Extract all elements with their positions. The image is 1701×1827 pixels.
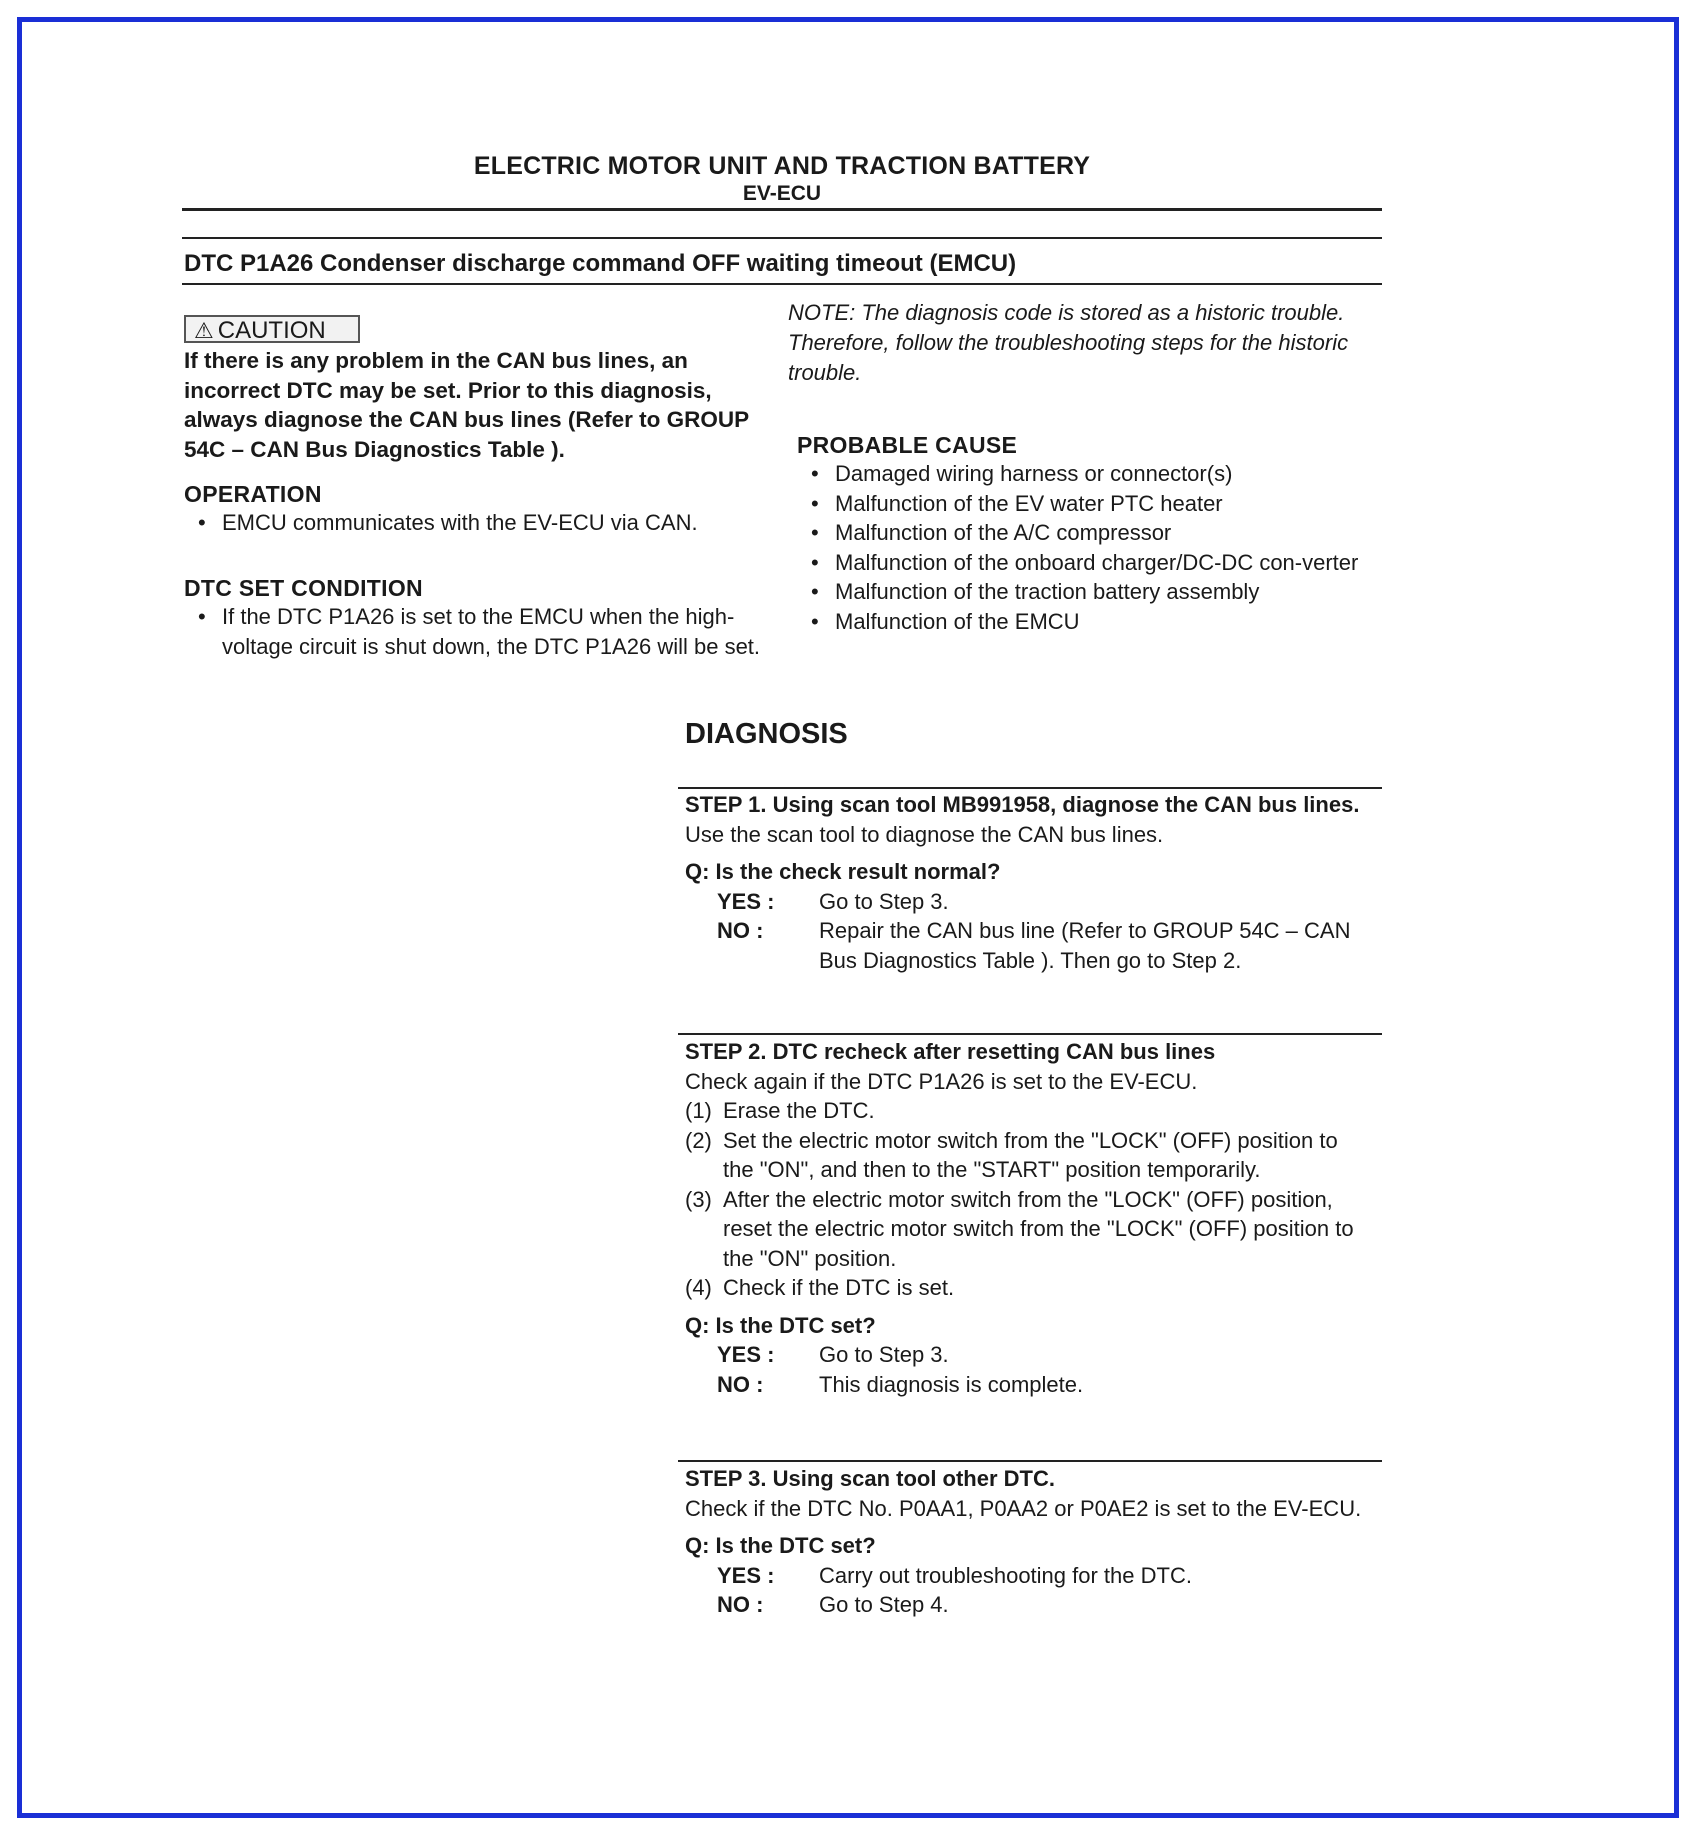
item-text: After the electric motor switch from the "LOCK" (OFF) position, reset the electric motor switch from the "LOCK" (OFF) position to the "ON" position.	[723, 1186, 1354, 1271]
list-item: • Malfunction of the onboard charger/DC-DC con-verter	[797, 548, 1377, 578]
yes-label: YES :	[717, 1562, 775, 1588]
answer-yes	[717, 887, 1385, 917]
item-number: (1)	[685, 1098, 712, 1123]
step-title: STEP 3. Using scan tool other DTC.	[685, 1466, 1055, 1491]
operation-list	[184, 508, 774, 538]
probable-cause-list	[797, 459, 1377, 636]
step-2	[685, 1037, 1385, 1399]
no-label: NO :	[717, 918, 764, 943]
section-divider-bottom	[182, 283, 1382, 285]
list-item: • Malfunction of the EMCU	[797, 607, 1377, 637]
yes-label: YES :	[717, 1342, 775, 1367]
step-body: Check if the DTC No. P0AA1, P0AA2 or P0AE2 is set to the EV-ECU.	[685, 1495, 1362, 1521]
answer-yes	[717, 1561, 1385, 1591]
answer-yes	[717, 1340, 1385, 1370]
no-label: NO :	[717, 1371, 764, 1397]
step-divider	[678, 1460, 1382, 1462]
answer-no	[717, 1590, 1385, 1620]
step-question: Q: Is the check result normal?	[685, 859, 1001, 884]
section-divider-top	[182, 237, 1382, 239]
caution-label-text: CAUTION	[217, 317, 326, 344]
list-item: • Malfunction of the A/C compressor	[797, 518, 1377, 548]
dtc-title: DTC P1A26 Condenser discharge command OFF waiting timeout (EMCU)	[184, 250, 1017, 277]
step-body: Check again if the DTC P1A26 is set to the EV-ECU.	[685, 1068, 1198, 1094]
item-number: (4)	[685, 1275, 712, 1300]
step-body: Use the scan tool to diagnose the CAN bus lines.	[685, 821, 1164, 847]
operation-heading: OPERATION	[184, 481, 322, 507]
warning-icon: ⚠	[194, 318, 214, 343]
yes-text: Go to Step 3.	[819, 888, 949, 914]
step-divider	[678, 1033, 1382, 1035]
diagnosis-heading: DIAGNOSIS	[685, 718, 848, 750]
list-item: • If the DTC P1A26 is set to the EMCU when the high-voltage circuit is shut down, the DTC P1A26 will be set.	[184, 602, 774, 661]
no-text: Repair the CAN bus line (Refer to GROUP 54C – CAN Bus Diagnostics Table ). Then go to Step 2.	[819, 918, 1351, 973]
answer-no	[717, 916, 1379, 975]
page-subtitle: EV-ECU	[742, 182, 822, 205]
item-text: Check if the DTC is set.	[723, 1275, 955, 1300]
yes-text: Go to Step 3.	[819, 1342, 949, 1367]
answer-no	[717, 1370, 1385, 1400]
no-text: This diagnosis is complete.	[819, 1371, 1084, 1397]
caution-label	[184, 315, 360, 343]
list-item: • Malfunction of the traction battery assembly	[797, 577, 1377, 607]
yes-label: YES :	[717, 888, 775, 914]
list-item: • Damaged wiring harness or connector(s)	[797, 459, 1377, 489]
item-number: (2)	[685, 1127, 712, 1153]
numbered-item	[685, 1126, 1363, 1185]
list-item: • Malfunction of the EV water PTC heater	[797, 489, 1377, 519]
step-title: STEP 1. Using scan tool MB991958, diagnose the CAN bus lines.	[685, 792, 1360, 817]
page-title: ELECTRIC MOTOR UNIT AND TRACTION BATTERY	[473, 152, 1091, 180]
yes-text: Carry out troubleshooting for the DTC.	[819, 1562, 1192, 1588]
step-question: Q: Is the DTC set?	[685, 1312, 876, 1338]
item-text: Erase the DTC.	[723, 1098, 875, 1123]
item-number: (3)	[685, 1186, 712, 1212]
header-divider	[182, 208, 1382, 211]
no-label: NO :	[717, 1592, 764, 1617]
step-1	[685, 790, 1385, 975]
note-text: NOTE: The diagnosis code is stored as a historic trouble. Therefore, follow the troubleshooting steps for the historic trouble.	[788, 300, 1349, 385]
numbered-item	[685, 1096, 1385, 1126]
numbered-item	[685, 1185, 1383, 1274]
list-item: • EMCU communicates with the EV-ECU via CAN.	[184, 508, 774, 538]
step-title: STEP 2. DTC recheck after resetting CAN bus lines	[685, 1039, 1216, 1064]
step-3	[685, 1464, 1385, 1620]
numbered-item	[685, 1273, 1385, 1303]
dtc-set-condition-heading: DTC SET CONDITION	[184, 575, 423, 601]
step-question: Q: Is the DTC set?	[685, 1533, 876, 1558]
probable-cause-heading: PROBABLE CAUSE	[797, 432, 1018, 458]
caution-text: If there is any problem in the CAN bus lines, an incorrect DTC may be set. Prior to this diagnosis, always diagnose the CAN bus lines (Refer to GROUP 54C – CAN Bus Diagnostics Table ).	[184, 348, 749, 462]
step-divider	[678, 787, 1382, 789]
dtc-set-condition-list	[184, 602, 774, 661]
no-text: Go to Step 4.	[819, 1592, 949, 1617]
item-text: Set the electric motor switch from the "LOCK" (OFF) position to the "ON", and then to the "START" position temporarily.	[723, 1127, 1338, 1182]
